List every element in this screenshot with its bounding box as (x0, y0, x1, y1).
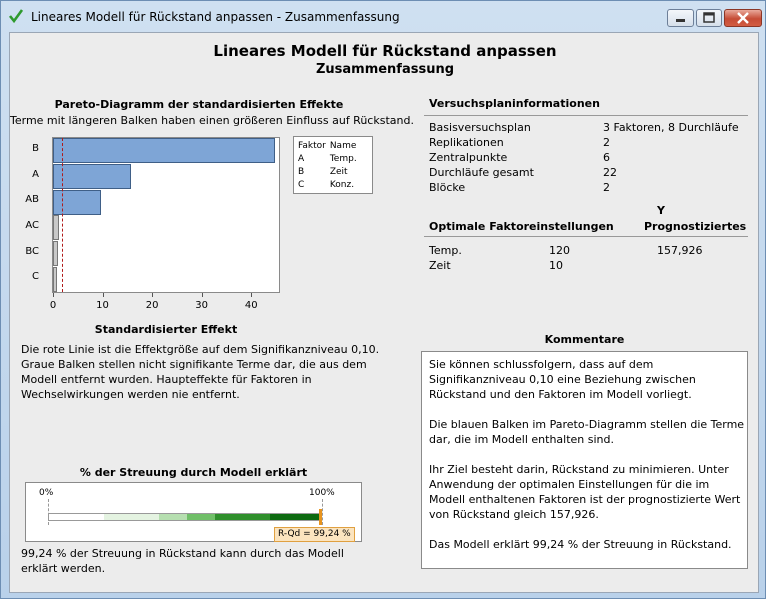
comment-paragraph: Die blauen Balken im Pareto-Diagramm stellen die Terme dar, die im Modell enthalten sind. (429, 418, 745, 446)
pareto-bar (53, 138, 275, 163)
divider (424, 115, 748, 116)
legend-factor: C (298, 180, 305, 190)
x-tick (152, 293, 153, 297)
gauge-segment (49, 514, 104, 520)
design-value: 3 Faktoren, 8 Durchläufe (603, 121, 739, 134)
factor-legend (293, 136, 373, 194)
y-tick-label: C (32, 271, 39, 283)
pareto-subtitle: Terme mit längeren Balken haben einen größeren Einfluss auf Rückstand. (10, 114, 414, 127)
minimize-button[interactable] (667, 9, 694, 27)
comment-paragraph: Ihr Ziel besteht darin, Rückstand zu minimieren. Unter Anwendung der optimalen Einstellungen für die im Modell enthaltenen Faktoren ist der prognostizierte Wert von Rückstand gleich 157,926. (429, 463, 741, 521)
factor-name: Zeit (429, 259, 451, 272)
gauge-marker (319, 509, 322, 525)
legend-factor: B (298, 167, 305, 177)
design-heading: Versuchsplaninformationen (429, 97, 600, 110)
x-tick (103, 293, 104, 297)
variation-gauge (25, 482, 362, 542)
gauge-segment (270, 514, 321, 520)
close-icon (725, 10, 761, 26)
x-axis-title: Standardisierter Effekt (94, 323, 238, 336)
pareto-bar (53, 241, 58, 266)
pareto-bar (53, 267, 57, 292)
optimal-heading: Optimale Faktoreinstellungen (429, 220, 614, 233)
gauge-label-100: 100% (309, 488, 335, 498)
minimize-icon (668, 10, 693, 26)
maximize-icon (697, 10, 721, 26)
pareto-title: Pareto-Diagramm der standardisierten Effekte (54, 98, 344, 111)
comments-heading: Kommentare (544, 333, 625, 346)
title-bar[interactable] (1, 1, 765, 31)
y-tick-label: BC (25, 245, 39, 257)
report-subtitle: Zusammenfassung (315, 62, 455, 77)
y-column-label: Y (657, 204, 665, 217)
x-tick-label: 10 (96, 300, 109, 311)
gauge-tick-0 (48, 499, 49, 525)
design-label: Basisversuchsplan (429, 121, 531, 134)
x-tick (53, 293, 54, 297)
legend-name: Temp. (329, 154, 357, 164)
variation-note: 99,24 % der Streuung in Rückstand kann durch das Modell erklärt werden. (21, 547, 344, 575)
gauge-track (48, 513, 322, 521)
design-label: Zentralpunkte (429, 151, 508, 164)
x-tick (251, 293, 252, 297)
gauge-segment (159, 514, 187, 520)
checkmark-icon (8, 8, 24, 24)
x-tick (202, 293, 203, 297)
prediction-column-label: Prognostiziertes (644, 220, 747, 233)
design-value: 6 (603, 151, 610, 164)
x-tick-label: 20 (145, 300, 159, 311)
factor-value: 10 (549, 259, 563, 272)
factor-value: 120 (549, 244, 570, 257)
predicted-value: 157,926 (657, 244, 703, 257)
gauge-label-0: 0% (39, 488, 54, 498)
legend-name: Konz. (329, 180, 355, 190)
window-title: Lineares Modell für Rückstand anpassen - Zusammenfassung (31, 10, 400, 24)
pareto-plot-area (52, 137, 280, 293)
comment-paragraph: Sie können schlussfolgern, dass auf dem Signifikanzniveau 0,10 eine Beziehung zwischen Rückstand und den Faktoren im Modell vorliegt. (429, 358, 696, 401)
comments-box (421, 351, 748, 569)
gauge-segment (215, 514, 270, 520)
y-tick-label: AC (25, 219, 39, 231)
y-tick-label: AB (25, 194, 39, 206)
legend-header-name: Name (329, 141, 357, 151)
pareto-bar (53, 164, 131, 189)
legend-name: Zeit (329, 167, 348, 177)
x-tick-label: 30 (195, 300, 209, 311)
y-tick-label: B (32, 142, 39, 154)
gauge-tick-100 (322, 499, 323, 525)
x-tick-label: 0 (49, 300, 57, 311)
divider (424, 236, 748, 237)
design-value: 2 (603, 181, 610, 194)
design-label: Blöcke (429, 181, 466, 194)
maximize-button[interactable] (696, 9, 722, 27)
design-value: 22 (603, 166, 617, 179)
pareto-bar (53, 215, 59, 240)
x-tick-label: 40 (244, 300, 258, 311)
design-label: Durchläufe gesamt (429, 166, 534, 179)
variation-title: % der Streuung durch Modell erklärt (79, 466, 308, 479)
design-label: Replikationen (429, 136, 504, 149)
design-value: 2 (603, 136, 610, 149)
significance-line (62, 138, 63, 292)
factor-name: Temp. (429, 244, 462, 257)
y-tick-label: A (32, 168, 39, 180)
comment-paragraph: Das Modell erklärt 99,24 % der Streuung in Rückstand. (429, 538, 732, 551)
report-area (9, 32, 759, 593)
gauge-segment (104, 514, 159, 520)
r-squared-label: R-Qd = 99,24 % (274, 527, 355, 542)
report-title: Lineares Modell für Rückstand anpassen (213, 42, 557, 60)
legend-factor: A (298, 154, 305, 164)
legend-header-factor: Faktor (298, 141, 326, 151)
close-button[interactable] (724, 9, 762, 27)
gauge-segment (187, 514, 215, 520)
pareto-note: Die rote Linie ist die Effektgröße auf dem Signifikanzniveau 0,10. Graue Balken stellen nicht signifikante Terme dar, die aus dem Modell entfernt wurden. Haupteffekte für Faktoren in Wechselwirkungen werden nie entfernt. (21, 343, 380, 401)
pareto-bar (53, 190, 101, 215)
